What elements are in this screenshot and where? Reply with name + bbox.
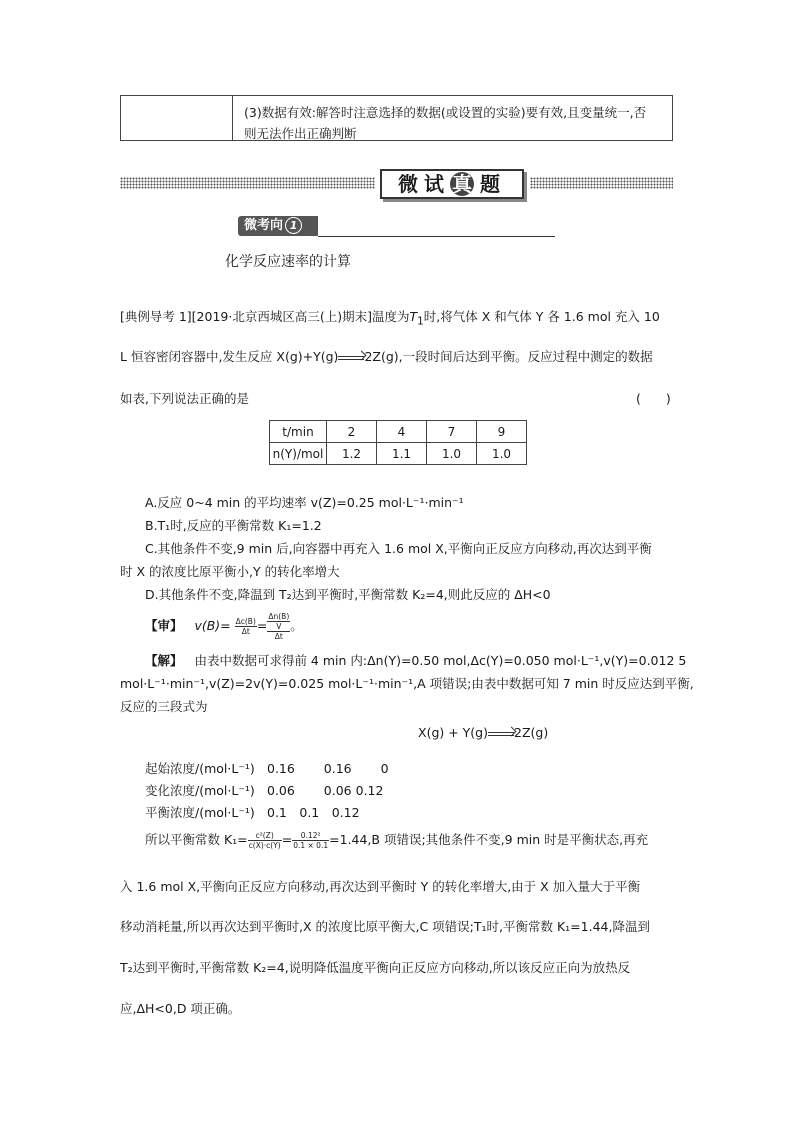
start-concentration-label: 起始浓度/(mol·L⁻¹) xyxy=(145,761,255,776)
table-cell: n(Y)/mol xyxy=(270,443,327,465)
frac-den: Δt xyxy=(241,627,250,636)
direction-number: 1 xyxy=(285,217,302,234)
reaction-equation xyxy=(418,725,548,740)
frac-num: Δc(B) xyxy=(235,617,256,626)
table-cell: 1.2 xyxy=(327,443,377,465)
change-concentration-label: 变化浓度/(mol·L⁻¹) xyxy=(145,783,255,798)
data-table xyxy=(269,420,527,465)
problem-sub: 1 xyxy=(417,315,424,328)
jie-line1-text: 由表中数据可求得前 4 min 内:Δn(Y)=0.50 mol,Δc(Y)=0.050 mol·L⁻¹,v(Y)=0.012 5 xyxy=(194,653,687,668)
conclusion-line-5: 应,ΔH<0,D 项正确。 xyxy=(120,1001,241,1016)
table-header-cell: 7 xyxy=(427,421,477,443)
problem-line2-post: 2Z(g),一段时间后达到平衡。反应过程中测定的数据 xyxy=(364,349,653,364)
banner-dots-right xyxy=(530,177,673,189)
shen-fraction-1 xyxy=(235,617,257,636)
option-d: D.其他条件不变,降温到 T₂达到平衡时,平衡常数 K₂=4,则此反应的 ΔH<0 xyxy=(145,587,551,602)
k-eq: = xyxy=(281,832,293,847)
option-a: A.反应 0~4 min 的平均速率 v(Z)=0.25 mol·L⁻¹·min⁻¹ xyxy=(145,495,464,510)
option-c-line-1: C.其他条件不变,9 min 后,向容器中再充入 1.6 mol X,平衡向正反应方向移动,再次达到平衡 xyxy=(145,541,652,556)
shen-line xyxy=(145,612,303,641)
requirements-table xyxy=(120,95,673,141)
frac-num: 0.12² xyxy=(292,831,329,841)
table-cell: 1.0 xyxy=(477,443,527,465)
shen-label: 【审】 xyxy=(145,618,183,633)
direction-tag xyxy=(238,216,318,236)
k-post: =1.44,B 项错误;其他条件不变,9 min 时是平衡状态,再充 xyxy=(329,832,649,847)
frac-num: c²(Z) xyxy=(248,831,282,841)
jie-line-1 xyxy=(145,651,686,669)
equilibrium-concentration-label: 平衡浓度/(mol·L⁻¹) xyxy=(145,805,255,820)
problem-line2-pre: L 恒容密闭容器中,发生反应 X(g)+Y(g) xyxy=(120,349,339,364)
shen-end: 。 xyxy=(290,618,303,633)
shen-fraction-2 xyxy=(267,612,290,641)
banner-dots-left xyxy=(120,177,375,189)
banner-text-post: 题 xyxy=(480,172,506,196)
eq-pre: X(g) + Y(g) xyxy=(418,725,488,740)
table-cell xyxy=(244,102,664,144)
eq-post: 2Z(g) xyxy=(514,725,549,740)
equilibrium-arrow xyxy=(488,729,514,739)
jie-label: 【解】 xyxy=(145,653,183,668)
table-cell: 1.1 xyxy=(377,443,427,465)
frac-num-top: Δn(B) xyxy=(268,612,290,621)
banner-highlight: 真 xyxy=(452,172,472,196)
problem-line-3: 如表,下列说法正确的是 xyxy=(120,391,249,406)
table-header-cell: t/min xyxy=(270,421,327,443)
table-header-cell: 9 xyxy=(477,421,527,443)
jie-line-3: 反应的三段式为 xyxy=(120,699,208,714)
conclusion-line-4: T₂达到平衡时,平衡常数 K₂=4,说明降低温度平衡向正反应方向移动,所以该反应正向为放热反 xyxy=(120,960,631,975)
frac-den: 0.1 × 0.1 xyxy=(293,841,329,850)
direction-label: 微考向 xyxy=(244,218,284,233)
direction-underline xyxy=(318,236,555,237)
shen-eq: = xyxy=(256,618,268,633)
k-fraction-a xyxy=(248,831,282,850)
conclusion-line-2: 入 1.6 mol X,平衡向正反应方向移动,再次达到平衡时 Y 的转化率增大,由于 X 加入量大于平衡 xyxy=(120,879,641,894)
answer-bracket: ( ) xyxy=(636,391,671,406)
option-c-line-2: 时 X 的浓度比原平衡小,Y 的转化率增大 xyxy=(120,564,340,579)
banner-text-pre: 微试 xyxy=(398,172,450,196)
k-pre: 所以平衡常数 K₁= xyxy=(145,832,248,847)
start-concentration-values: 0.16 0.16 0 xyxy=(267,761,389,776)
table-header-cell: 4 xyxy=(377,421,427,443)
table-divider xyxy=(232,96,233,140)
equilibrium-arrow xyxy=(338,353,364,363)
problem-line1-text: [典例导考 1][2019·北京西城区高三(上)期末]温度为 xyxy=(120,309,410,324)
frac-den: Δt xyxy=(274,632,283,641)
problem-line1-rest: 时,将气体 X 和气体 Y 各 1.6 mol 充入 10 xyxy=(423,309,660,324)
shen-formula-pre: v(B)= xyxy=(194,618,231,633)
problem-var: T xyxy=(409,309,418,324)
problem-line-1 xyxy=(120,307,660,328)
conclusion-line-1 xyxy=(145,830,648,850)
table-cell: 1.0 xyxy=(427,443,477,465)
change-concentration-values: 0.06 0.06 0.12 xyxy=(267,783,384,798)
frac-num-bot: V xyxy=(276,622,282,631)
table-row xyxy=(270,443,527,465)
cell-line-2: 则无法作出正确判断 xyxy=(244,126,357,141)
table-row xyxy=(270,421,527,443)
conclusion-line-3: 移动消耗量,所以再次达到平衡时,X 的浓度比原平衡大,C 项错误;T₁时,平衡常数 K₁=1.44,降温到 xyxy=(120,919,650,934)
jie-line-2: mol·L⁻¹·min⁻¹,v(Z)=2v(Y)=0.025 mol·L⁻¹·min⁻¹,A 项错误;由表中数据可知 7 min 时反应达到平衡, xyxy=(120,676,694,691)
table-header-cell: 2 xyxy=(327,421,377,443)
option-b: B.T₁时,反应的平衡常数 K₁=1.2 xyxy=(145,518,322,533)
problem-line-2 xyxy=(120,347,653,365)
section-title: 化学反应速率的计算 xyxy=(225,254,351,270)
section-banner xyxy=(380,169,524,199)
equilibrium-concentration-values: 0.1 0.1 0.12 xyxy=(267,805,360,820)
frac-den: c(X)·c(Y) xyxy=(248,841,281,850)
cell-line-1: (3)数据有效:解答时注意选择的数据(或设置的实验)要有效,且变量统一,否 xyxy=(244,105,647,120)
k-fraction-b xyxy=(292,831,329,850)
